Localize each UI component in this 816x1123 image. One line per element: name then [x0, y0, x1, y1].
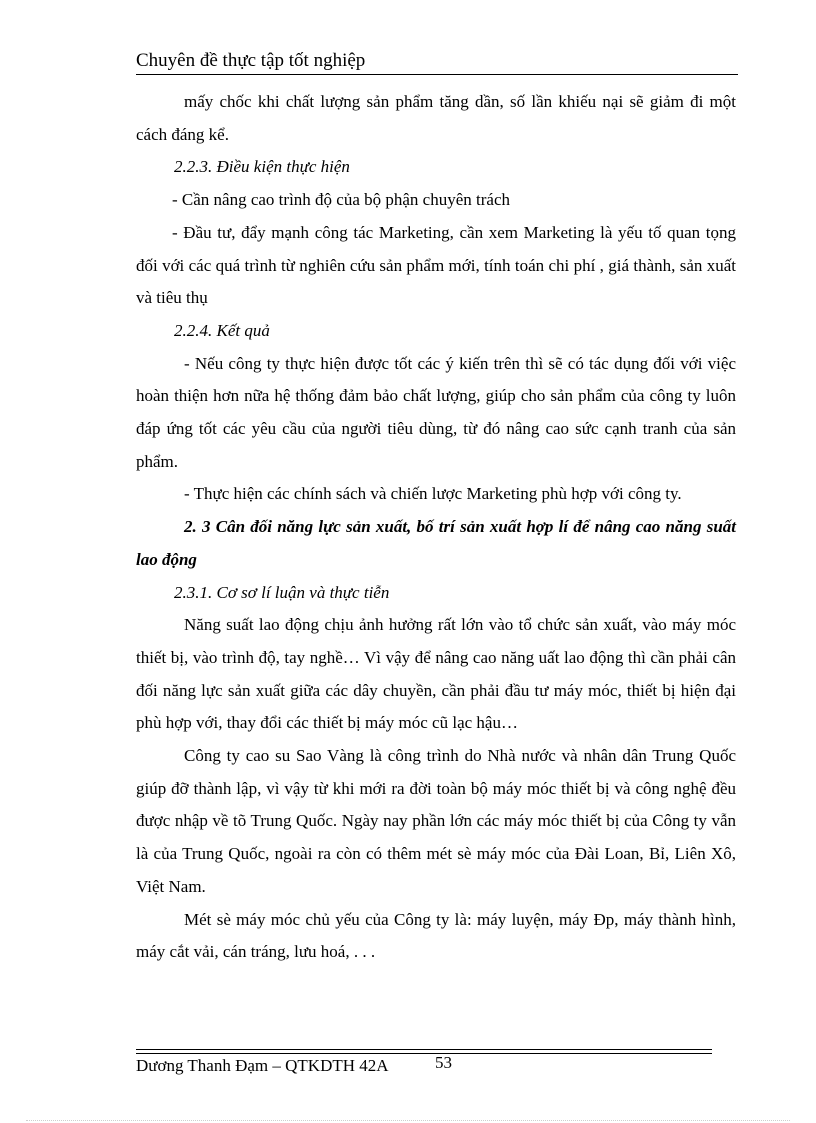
paragraph: - Cần nâng cao trình độ của bộ phận chuyên trách [172, 190, 510, 210]
paragraph: Mét sè máy móc chủ yếu của Công ty là: máy luyện, máy Đp, máy thành hình, máy cắt vải, cán tráng, lưu hoá, . . . [136, 909, 736, 962]
page-bottom-divider [26, 1120, 790, 1121]
subheading-2-3-1: 2.3.1. Cơ sơ lí luận và thực tiễn [174, 582, 390, 602]
section-heading-2-3: 2. 3 Cân đối năng lực sản xuất, bố trí sản xuất hợp lí để nâng cao năng suất lao động [136, 517, 736, 569]
page-header [136, 48, 738, 75]
page-number: 53 [435, 1053, 452, 1072]
paragraph: Năng suất lao động chịu ảnh hưởng rất lớn vào tổ chức sản xuất, vào máy móc thiết bị, vào trình độ, tay nghề… Vì vậy để nâng cao năng uất lao động thì cần phải cân đối năng lực sản xuất giữa các dây chuyền, cần phải đầu tư máy móc, thiết bị hiện đại phù hợp với, thay đổi các thiết bị máy móc cũ lạc hậu… [136, 615, 736, 733]
paragraph: - Thực hiện các chính sách và chiến lược Marketing phù hợp với công ty. [184, 484, 682, 504]
paragraph: Công ty cao su Sao Vàng là công trình do Nhà nước và nhân dân Trung Quốc giúp đỡ thành lập, vì vậy từ khi mới ra đời toàn bộ máy móc thiết bị và công nghệ đều được nhập về tõ Trung Quốc. Ngày nay phần lớn các máy móc thiết bị của Công ty vẫn là của Trung Quốc, ngoài ra còn có thêm mét sè máy móc của Đài Loan, Bỉ, Liên Xô, Việt Nam. [136, 746, 736, 896]
paragraph: mấy chốc khi chất lượng sản phẩm tăng dần, số lần khiếu nại sẽ giảm đi một cách đáng kể. [136, 92, 736, 144]
document-body [136, 86, 736, 969]
header-title: Chuyên đề thực tập tốt nghiệp [136, 50, 366, 71]
paragraph: - Nếu công ty thực hiện được tốt các ý kiến trên thì sẽ có tác dụng đối với việc hoàn thiện hơn nữa hệ thống đảm bảo chất lượng, giúp cho sản phẩm của công ty luôn đáp ứng tốt các yêu cầu của người tiêu dùng, từ đó nâng cao sức cạnh tranh của sản phẩm. [136, 353, 736, 471]
footer-rule-top [136, 1049, 712, 1050]
subheading-2-2-3: 2.2.3. Điều kiện thực hiện [174, 157, 350, 177]
footer-author: Dương Thanh Đạm – QTKDTH 42A [136, 1056, 389, 1075]
footer-rule-bottom [136, 1053, 712, 1054]
subheading-2-2-4: 2.2.4. Kết quả [174, 320, 270, 340]
paragraph: - Đầu tư, đẩy mạnh công tác Marketing, cần xem Marketing là yếu tố quan tọng đối với các quá trình từ nghiên cứu sản phẩm mới, tính toán chi phí , giá thành, sản xuất và tiêu thụ [136, 222, 736, 308]
